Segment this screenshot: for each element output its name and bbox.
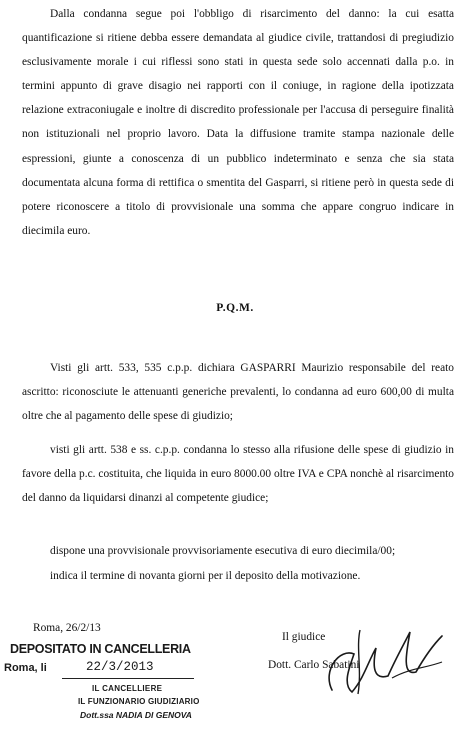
- judge-name: Dott. Carlo Sabatini: [268, 659, 360, 671]
- provisional-order-line: dispone una provvisionale provvisoriamente esecutiva di euro diecimila/00;: [50, 545, 396, 557]
- section-heading: P.Q.M.: [216, 302, 254, 314]
- stamp-clerk-label: IL CANCELLIERE: [92, 684, 163, 693]
- stamp-date-underline: [62, 678, 194, 679]
- paragraph-verdict: Visti gli artt. 533, 535 c.p.p. dichiara GASPARRI Maurizio responsabile del reato ascritto: riconosciute le attenuanti generiche prevalenti, lo condanna ad euro 600,00 di multa oltre che al pagamento delle spese di giudizio;: [22, 362, 454, 423]
- stamp-date: 22/3/2013: [86, 660, 154, 674]
- judge-signature: [292, 618, 462, 708]
- paragraph-costs: visti gli artt. 538 e ss. c.p.p. condanna lo stesso alla rifusione delle spese di giudizio in favore della p.c. costituita, che liquida in euro 8000.00 oltre IVA e CPA nonchè al risarcimento del danno da liquidarsi dinanzi al competente giudice;: [22, 444, 454, 505]
- stamp-official-label: IL FUNZIONARIO GIUDIZIARIO: [78, 697, 200, 706]
- stamp-deposit-label: DEPOSITATO IN CANCELLERIA: [10, 642, 191, 656]
- stamp-official-name: Dott.ssa NADIA DI GENOVA: [80, 710, 192, 720]
- motivation-deadline-line: indica il termine di novanta giorni per il deposito della motivazione.: [50, 570, 361, 582]
- filing-stamp: [0, 636, 210, 736]
- paragraph-damages: Dalla condanna segue poi l'obbligo di risarcimento del danno: la cui esatta quantificazione si ritiene debba essere demandata al giudice civile, trattandosi di pregiudizio esclusivamente morale i cui riflessi sono stati in questa sede solo accennati dalla p.o. in termini appunto di grave disagio nei rapporti con il coniuge, in ragione della ipotizzata relazione extraconiugale e inoltre di discredito professionale per l'accusa di perseguire finalità non istituzionali nel proprio lavoro. Data la diffusione tramite stampa nazionale delle espressioni, giunte a conoscenza di un pubblico indeterminato e senza che sia stata documentata alcuna forma di rettifica o smentita del Gasparri, si ritiene però in questa sede di potere riconoscere a titolo di provvisionale una somma che appare congruo indicare in diecimila euro.: [22, 8, 454, 237]
- stamp-place-label: Roma, li: [4, 662, 47, 674]
- place-date: Roma, 26/2/13: [33, 622, 101, 634]
- judge-title: Il giudice: [282, 631, 326, 643]
